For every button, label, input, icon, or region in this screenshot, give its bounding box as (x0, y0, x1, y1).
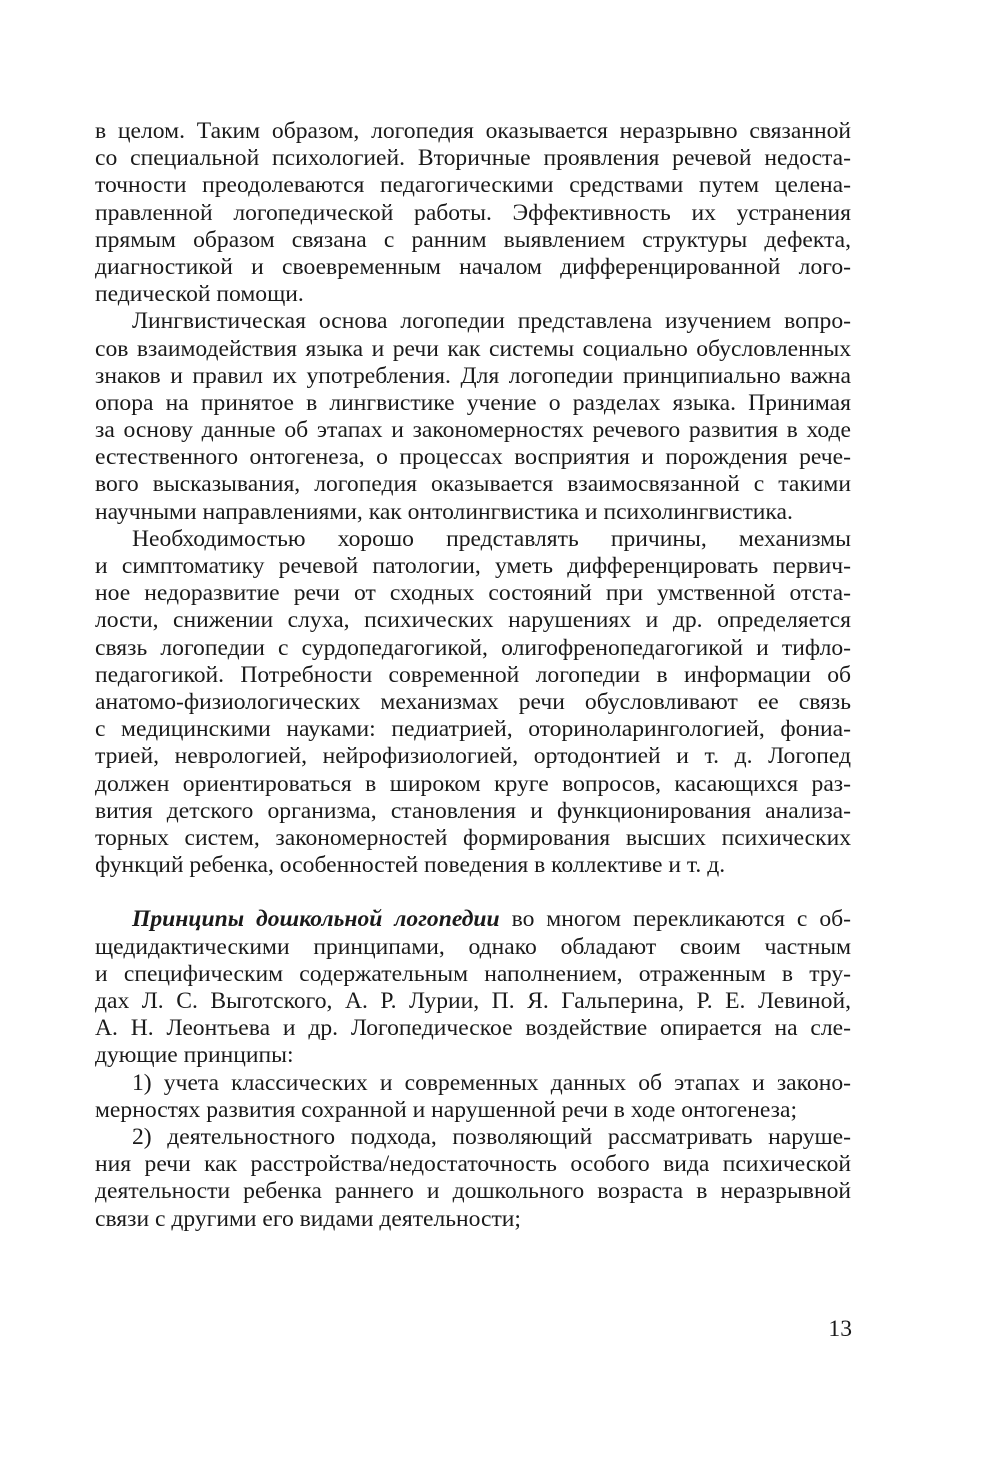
text-line: и симптоматику речевой патологии, уметь дифференцировать первич- (95, 553, 851, 579)
text-line: торных систем, закономерностей формирования высших психических (95, 824, 851, 851)
text-line: педической помощи. (95, 281, 304, 308)
principles-heading: Принципы дошкольной логопедии (132, 906, 500, 933)
text-line: дующие принципы: (95, 1042, 294, 1069)
text-line: ное недоразвитие речи от сходных состояний при умственной отста- (95, 580, 851, 607)
text-line: деятельности ребенка раннего и дошкольного возраста в неразрывной (95, 1178, 851, 1205)
paragraph-3 (95, 526, 851, 879)
text-fragment: во многом перекликаются с об- (499, 906, 851, 933)
text-line: анатомо-физиологических механизмах речи обусловливают ее связь (95, 688, 851, 715)
text-line: вого высказывания, логопедия оказывается взаимосвязанной с такими (95, 471, 851, 498)
text-line: в целом. Таким образом, логопедия оказывается неразрывно связанной (95, 118, 851, 144)
page-number: 13 (828, 1316, 852, 1342)
list-item-2 (95, 1124, 851, 1233)
text-line: связи с другими его видами деятельности; (95, 1205, 521, 1232)
text-line: 1) учета классических и современных данных об этапах и законо- (132, 1069, 851, 1096)
text-line: трией, неврологией, нейрофизиологией, ортодонтией и т. д. Логопед (95, 743, 851, 770)
text-line: щедидактическими принципами, однако обладают своим частным (95, 933, 851, 960)
text-line: связь логопедии с сурдопедагогикой, олигофренопедагогикой и тифло- (95, 634, 851, 661)
text-line: мерностях развития сохранной и нарушенной речи в ходе онтогенеза; (95, 1096, 798, 1123)
text-line: и специфическим содержательным наполнением, отраженным в тру- (95, 960, 851, 987)
text-line: сов взаимодействия языка и речи как системы социально обусловленных (95, 335, 851, 362)
text-line: должен ориентироваться в широком круге вопросов, касающихся раз- (95, 770, 851, 797)
section-gap (95, 879, 851, 906)
text-line: диагностикой и своевременным началом дифференцированной лого- (95, 253, 851, 280)
text-line: Лингвистическая основа логопедии представлена изучением вопро- (132, 308, 851, 335)
text-line (95, 906, 851, 933)
text-line: со специальной психологией. Вторичные проявления речевой недоста- (95, 145, 851, 172)
text-line: дах Л. С. Выготского, А. Р. Лурии, П. Я. Гальперина, Р. Е. Левиной, (95, 988, 851, 1014)
text-line: с медицинскими науками: педиатрией, оториноларингологией, фониа- (95, 716, 851, 743)
list-item-1 (95, 1070, 851, 1124)
text-line: опора на принятое в лингвистике учение о разделах языка. Принимая (95, 389, 851, 416)
text-line: знаков и правил их употребления. Для логопедии принципиально важна (95, 362, 851, 389)
text-line: научными направлениями, как онтолингвистика и психолингвистика. (95, 498, 793, 525)
page-body (95, 118, 851, 1233)
text-line: естественного онтогенеза, о процессах восприятия и порождения рече- (95, 444, 851, 471)
text-line: прямым образом связана с ранним выявлением структуры дефекта, (95, 226, 851, 253)
paragraph-4 (95, 906, 851, 1069)
text-line: 2) деятельностного подхода, позволяющий рассматривать наруше- (132, 1123, 851, 1150)
text-line: ния речи как расстройства/недостаточность особого вида психической (95, 1151, 851, 1178)
text-line: вития детского организма, становления и функционирования анализа- (95, 797, 851, 824)
text-line: педагогикой. Потребности современной логопедии в информации об (95, 661, 851, 688)
text-line: функций ребенка, особенностей поведения в коллективе и т. д. (95, 852, 726, 879)
paragraph-1 (95, 118, 851, 308)
text-line: точности преодолеваются педагогическими средствами путем целена- (95, 172, 851, 199)
paragraph-2 (95, 308, 851, 526)
text-line: Необходимостью хорошо представлять причины, механизмы (132, 525, 851, 552)
text-line: А. Н. Леонтьева и др. Логопедическое воздействие опирается на сле- (95, 1015, 851, 1042)
text-line: за основу данные об этапах и закономерностях речевого развития в ходе (95, 417, 851, 444)
text-line: лости, снижении слуха, психических нарушениях и др. определяется (95, 607, 851, 634)
text-line: правленной логопедической работы. Эффективность их устранения (95, 199, 851, 226)
